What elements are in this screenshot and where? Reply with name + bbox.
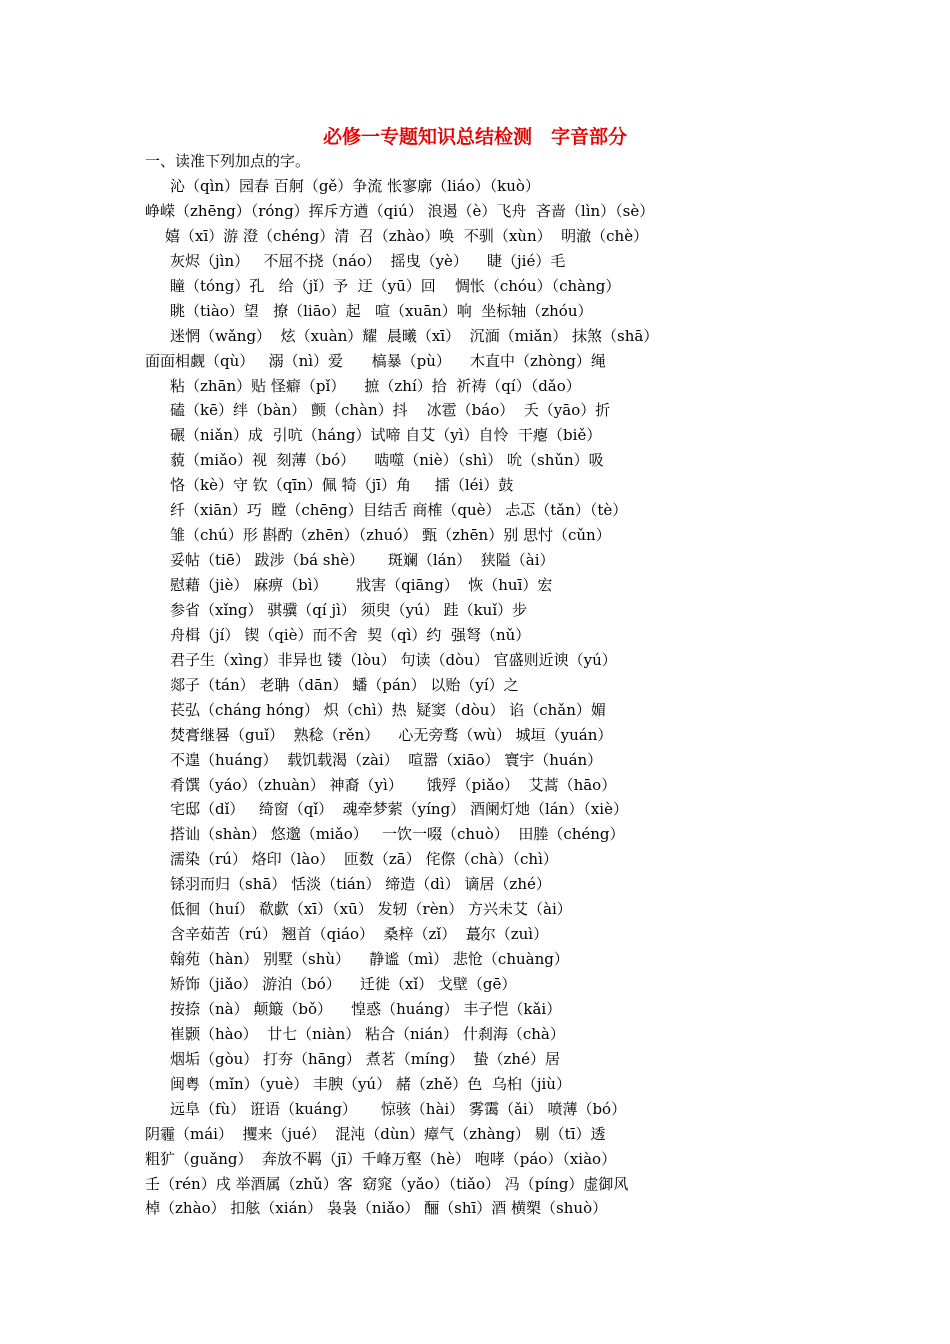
list-item: 嬉（xī）游 澄（chéng）清 召（zhào）唤 不驯（xùn） 明澈（chè） <box>165 226 649 245</box>
list-item: 按捺（nà） 颠簸（bǒ） 惶惑（huáng） 丰子恺（kǎi） <box>170 999 562 1018</box>
list-item: 苌弘（cháng hóng） 炽（chì）热 疑窦（dòu） 谄（chǎn）媚 <box>170 700 606 719</box>
list-item: 雏（chú）形 斟酌（zhēn）（zhuó） 甄（zhēn）别 思忖（cǔn） <box>170 526 611 545</box>
list-item: 慰藉（jiè） 麻痹（bì） 戕害（qiāng） 恢（huī）宏 <box>170 576 553 594</box>
list-item: 含辛茹苦（rú） 翘首（qiáo） 桑梓（zǐ） 蕞尔（zuì） <box>170 925 549 944</box>
list-item: 阴霾（mái） 攫来（jué） 混沌（dùn）瘴气（zhàng） 剔（tī）透 <box>145 1124 606 1143</box>
list-item: 粘（zhān）贴 怪癖（pǐ） 摭（zhí）拾 祈祷（qí）（dǎo） <box>170 376 581 395</box>
list-item: 郯子（tán） 老聃（dān） 蟠（pán） 以贻（yí）之 <box>170 675 519 694</box>
list-item: 崔颢（hào） 廿七（niàn） 粘合（nián） 什刹海（chà） <box>170 1024 565 1043</box>
list-item: 恪（kè）守 钦（qīn）佩 犄（jī）角 擂（léi）鼓 <box>170 476 514 495</box>
list-item: 不遑（huáng） 载饥载渴（zài） 喧嚣（xiāo） 寰宇（huán） <box>170 750 603 769</box>
pronunciation-list <box>0 174 950 1221</box>
list-item: 肴馔（yáo）（zhuàn） 神裔（yì） 饿殍（piǎo） 艾蒿（hāo） <box>170 775 617 794</box>
list-item: 粗犷（guǎng） 奔放不羁（jī）千峰万壑（hè） 咆哮（páo）（xiào） <box>145 1149 617 1168</box>
list-item: 棹（zhào） 扣舷（xián） 袅袅（niǎo） 酾（shī）酒 横槊（shuò） <box>145 1199 608 1218</box>
list-item: 烟垢（gòu） 打夯（hāng） 煮茗（míng） 蛰（zhé）居 <box>170 1049 560 1068</box>
list-item: 妥帖（tiē） 跋涉（bá shè） 斑斓（lán） 狭隘（ài） <box>170 551 555 570</box>
list-item: 藐（miǎo）视 刻薄（bó） 啮噬（niè）（shì） 吮（shǔn）吸 <box>170 451 604 470</box>
list-item: 濡染（rú） 烙印（lào） 匝数（zā） 侘傺（chà）（chì） <box>170 850 558 869</box>
list-item: 君子生（xìng）非异也 镂（lòu） 句读（dòu） 官盛则近谀（yú） <box>170 650 617 669</box>
list-item: 舟楫（jí） 锲（qiè）而不舍 契（qì）约 强弩（nǔ） <box>170 625 531 644</box>
list-item: 壬（rén）戌 举酒属（zhǔ）客 窈窕（yǎo）（tiǎo） 冯（píng）虚御风 <box>145 1174 629 1193</box>
list-item: 迷惘（wǎng） 炫（xuàn）耀 晨曦（xī） 沉湎（miǎn） 抹煞（shā） <box>170 326 659 345</box>
list-item: 磕（kē）绊（bàn） 颤（chàn）抖 冰雹（báo） 夭（yāo）折 <box>170 401 611 420</box>
list-item: 参省（xǐng） 骐骥（qí jì） 须臾（yú） 跬（kuǐ）步 <box>170 600 528 619</box>
list-item: 瞳（tóng）孔 给（jǐ）予 迂（yū）回 惆怅（chóu）（chàng） <box>170 276 621 295</box>
list-item: 眺（tiào）望 撩（liāo）起 喧（xuān）响 坐标轴（zhóu） <box>170 301 593 320</box>
section-heading: 一、读准下列加点的字。 <box>145 152 311 170</box>
list-item: 铩羽而归（shā） 恬淡（tián） 缔造（dì） 谪居（zhé） <box>170 875 551 894</box>
list-item: 灰烬（jìn） 不屈不挠（náo） 摇曳（yè） 睫（jié）毛 <box>170 251 566 270</box>
list-item: 翰苑（hàn） 别墅（shù） 静谧（mì） 悲怆（chuàng） <box>170 950 569 969</box>
list-item: 碾（niǎn）成 引吭（háng）试啼 自艾（yì）自怜 干瘪（biě） <box>170 426 602 445</box>
list-item: 面面相觑（qù） 溺（nì）爱 槁暴（pù） 木直中（zhòng）绳 <box>145 351 606 370</box>
list-item: 纤（xiān）巧 瞠（chēng）目结舌 商榷（què） 忐忑（tǎn）（tè） <box>170 501 628 520</box>
list-item: 搭讪（shàn） 悠邈（miǎo） 一饮一啜（chuò） 田塍（chéng） <box>170 825 625 844</box>
list-item: 矫饰（jiǎo） 游泊（bó） 迁徙（xǐ） 戈壁（gē） <box>170 975 517 993</box>
list-item: 沁（qìn）园春 百舸（gě）争流 怅寥廓（liáo）（kuò） <box>170 177 540 195</box>
page-title: 必修一专题知识总结检测 字音部分 <box>322 126 627 148</box>
list-item: 峥嵘（zhēng）（róng）挥斥方遒（qiú） 浪遏（è）飞舟 吝啬（lìn）（sè） <box>145 201 655 220</box>
list-item: 远阜（fù） 诳语（kuáng） 惊骇（hài） 雾霭（ǎi） 喷薄（bó） <box>170 1099 627 1118</box>
list-item: 焚膏继晷（guǐ） 熟稔（rěn） 心无旁骛（wù） 城垣（yuán） <box>170 725 613 744</box>
list-item: 低徊（huí） 欷歔（xī）（xū） 发轫（rèn） 方兴未艾（ài） <box>170 900 572 919</box>
list-item: 闽粤（mǐn）（yuè） 丰腴（yú） 赭（zhě）色 乌桕（jiù） <box>170 1074 571 1093</box>
list-item: 宅邸（dǐ） 绮窗（qǐ） 魂牵梦萦（yíng） 酒阑灯灺（lán）（xiè） <box>170 800 628 819</box>
